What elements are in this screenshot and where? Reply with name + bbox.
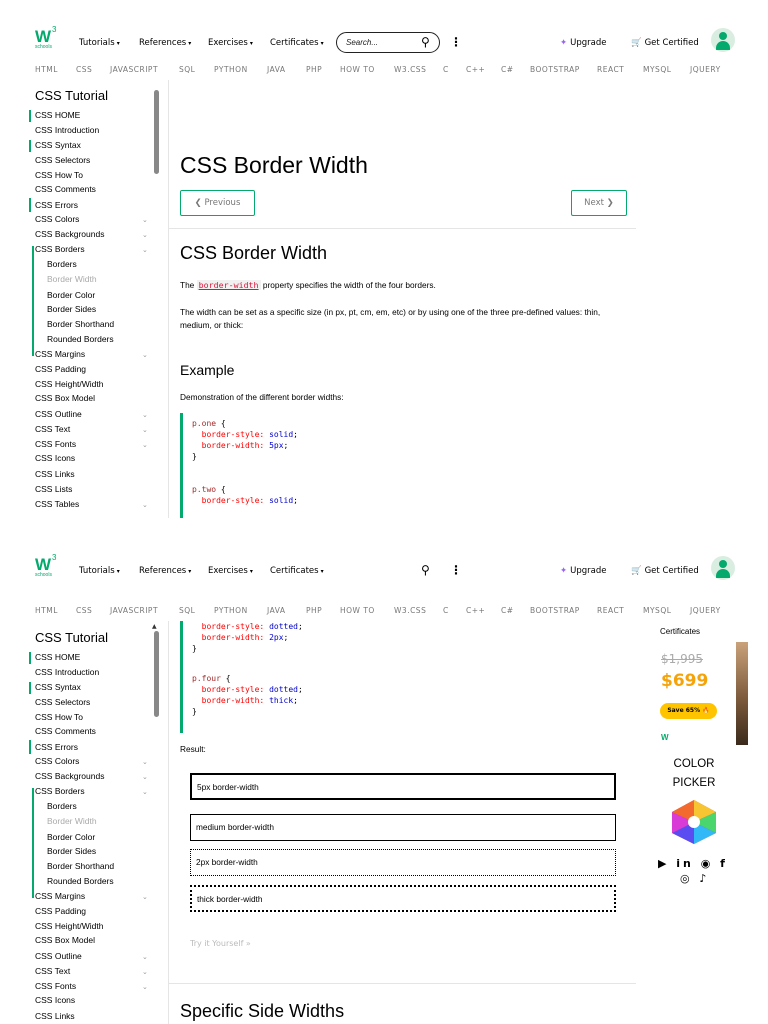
sidebar-item-rounded-borders[interactable]: Rounded Borders — [47, 334, 114, 344]
chevron-down-icon[interactable]: ⌄ — [142, 426, 148, 434]
previous-button[interactable]: ❮ Previous — [180, 190, 255, 216]
sidebar-item-css-backgrounds[interactable]: CSS Backgrounds — [35, 229, 105, 239]
demo-5px-border: 5px border-width — [190, 773, 616, 800]
sidebar-item-border-width[interactable]: Border Width — [47, 816, 97, 826]
chevron-down-icon[interactable]: ⌄ — [142, 216, 148, 224]
get-certified-link[interactable]: 🛒 Get Certified — [631, 566, 699, 576]
sidebar-item-css-tables[interactable]: CSS Tables — [35, 499, 80, 509]
lang-html[interactable]: HTML — [35, 606, 58, 615]
sidebar-item-css-colors[interactable]: CSS Colors — [35, 214, 80, 224]
sidebar-item-css-links[interactable]: CSS Links — [35, 469, 75, 479]
lang-jquery[interactable]: JQUERY — [690, 606, 721, 615]
sidebar — [0, 621, 168, 1024]
color-picker-label-2[interactable]: PICKER — [672, 777, 716, 789]
sidebar-item-css-selectors[interactable]: CSS Selectors — [35, 155, 91, 165]
lang-react[interactable]: REACT — [597, 65, 625, 74]
ad-photo — [736, 642, 748, 745]
demo-thick-border: thick border-width — [190, 885, 616, 912]
sidebar-accent-line — [32, 788, 34, 898]
menu-certificates[interactable]: Certificates ▾ — [270, 38, 324, 48]
sidebar-item-borders[interactable]: Borders — [47, 801, 77, 811]
w3schools-logo[interactable]: W 3 schools — [35, 25, 57, 50]
top-navbar — [0, 543, 768, 588]
chevron-down-icon[interactable]: ⌄ — [142, 231, 148, 239]
upgrade-link[interactable]: ✦ Upgrade — [560, 38, 607, 48]
sidebar-item-css-selectors[interactable]: CSS Selectors — [35, 697, 91, 707]
get-certified-link[interactable]: 🛒 Get Certified — [631, 38, 699, 48]
sidebar-accent-line — [29, 140, 31, 152]
caret-down-icon: ▾ — [249, 568, 253, 575]
lang-csharp[interactable]: C# — [501, 65, 514, 74]
sidebar-item-rounded-borders[interactable]: Rounded Borders — [47, 876, 114, 886]
sidebar-item-css-introduction[interactable]: CSS Introduction — [35, 667, 100, 677]
chevron-down-icon[interactable]: ⌄ — [142, 501, 148, 509]
sidebar-item-css-icons[interactable]: CSS Icons — [35, 453, 76, 463]
menu-tutorials[interactable]: Tutorials ▾ — [79, 38, 120, 48]
chevron-down-icon[interactable]: ⌄ — [142, 246, 148, 254]
sidebar-item-border-shorthand[interactable]: Border Shorthand — [47, 861, 115, 871]
w3schools-logo[interactable]: W 3 schools — [35, 553, 57, 578]
sidebar-item-css-height-width[interactable]: CSS Height/Width — [35, 921, 104, 931]
sidebar-item-css-outline[interactable]: CSS Outline — [35, 409, 82, 419]
sidebar-item-css-fonts[interactable]: CSS Fonts — [35, 981, 77, 991]
code-example: border-style: dotted; border-width: 2px; } p.four { border-style: dotted; border-width: thick; } — [180, 621, 625, 733]
sidebar-scrollbar[interactable] — [154, 631, 159, 717]
sidebar-accent-line — [29, 682, 31, 694]
sidebar-item-css-colors[interactable]: CSS Colors — [35, 756, 80, 766]
caret-down-icon: ▾ — [320, 568, 324, 575]
sidebar-item-css-fonts[interactable]: CSS Fonts — [35, 439, 77, 449]
chevron-down-icon[interactable]: ⌄ — [142, 983, 148, 991]
sidebar-item-css-howto[interactable]: CSS How To — [35, 712, 84, 722]
lang-mysql[interactable]: MYSQL — [643, 65, 672, 74]
sidebar-item-css-syntax[interactable]: CSS Syntax — [35, 140, 81, 150]
menu-certificates[interactable]: Certificates ▾ — [270, 566, 324, 576]
chevron-down-icon[interactable]: ⌄ — [142, 968, 148, 976]
upgrade-link[interactable]: ✦ Upgrade — [560, 566, 607, 576]
social-icons-row-1[interactable]: ▶ in ◉ f — [658, 857, 728, 870]
sidebar-item-css-margins[interactable]: CSS Margins — [35, 891, 86, 901]
lang-php[interactable]: PHP — [306, 65, 323, 74]
chevron-down-icon[interactable]: ⌄ — [142, 773, 148, 781]
chevron-down-icon[interactable]: ⌄ — [142, 953, 148, 961]
sidebar-item-css-home[interactable]: CSS HOME — [35, 110, 81, 120]
example-description: Demonstration of the different border widths: — [180, 392, 344, 402]
intro-paragraph-2: The width can be set as a specific size (in px, pt, cm, em, etc) or by using one of the three pre-defined values: thin, medium, or thick: — [180, 307, 601, 330]
lang-cpp[interactable]: C++ — [466, 606, 486, 615]
lang-howto[interactable]: HOW TO — [340, 606, 375, 615]
social-icons-row-2[interactable]: ◎ ♪ — [680, 872, 710, 885]
scroll-up-arrow-icon[interactable]: ▲ — [152, 623, 157, 630]
right-sidebar — [644, 621, 768, 1024]
menu-exercises[interactable]: Exercises ▾ — [208, 38, 253, 48]
try-it-yourself-button[interactable]: Try it Yourself » — [190, 939, 251, 948]
sidebar-item-css-height-width[interactable]: CSS Height/Width — [35, 379, 104, 389]
sidebar-item-css-errors[interactable]: CSS Errors — [35, 200, 78, 210]
page-title: CSS Border Width — [180, 152, 368, 178]
intro-paragraph: The border-width property specifies the width of the four borders. — [180, 280, 436, 290]
lang-c[interactable]: C — [443, 65, 449, 74]
more-options-icon[interactable]: ⋮ — [450, 35, 462, 49]
lang-csharp[interactable]: C# — [501, 606, 514, 615]
sidebar-item-css-text[interactable]: CSS Text — [35, 966, 71, 976]
menu-references[interactable]: References ▾ — [139, 38, 192, 48]
language-bar — [0, 60, 768, 80]
lang-html[interactable]: HTML — [35, 65, 58, 74]
sparkle-icon: ✦ — [560, 38, 568, 48]
ad-old-price: $1,995 — [661, 652, 703, 666]
lang-javascript[interactable]: JAVASCRIPT — [110, 65, 159, 74]
color-picker-label-1[interactable]: COLOR — [673, 758, 715, 770]
chevron-down-icon[interactable]: ⌄ — [142, 441, 148, 449]
demo-medium-border: medium border-width — [190, 814, 616, 841]
sidebar-item-css-box-model[interactable]: CSS Box Model — [35, 393, 95, 403]
sidebar-accent-line — [29, 740, 31, 754]
sidebar-item-css-introduction[interactable]: CSS Introduction — [35, 125, 100, 135]
lang-bootstrap[interactable]: BOOTSTRAP — [530, 606, 580, 615]
user-avatar[interactable] — [711, 556, 735, 580]
sidebar-item-border-color[interactable]: Border Color — [47, 832, 96, 842]
sidebar-item-borders[interactable]: Borders — [47, 259, 77, 269]
user-avatar[interactable] — [711, 28, 735, 52]
search-input[interactable] — [346, 36, 416, 49]
sidebar-item-css-padding[interactable]: CSS Padding — [35, 906, 87, 916]
chevron-down-icon[interactable]: ⌄ — [142, 788, 148, 796]
caret-down-icon: ▾ — [249, 40, 253, 47]
ad-new-price: $699 — [661, 671, 709, 691]
sidebar-item-border-sides[interactable]: Border Sides — [47, 846, 97, 856]
sidebar-item-css-padding[interactable]: CSS Padding — [35, 364, 87, 374]
lang-php[interactable]: PHP — [306, 606, 323, 615]
sidebar-item-css-borders[interactable]: CSS Borders — [35, 786, 85, 796]
menu-tutorials[interactable]: Tutorials ▾ — [79, 566, 120, 576]
sidebar-item-border-color[interactable]: Border Color — [47, 290, 96, 300]
sidebar-title: CSS Tutorial — [35, 88, 108, 103]
sidebar-item-css-box-model[interactable]: CSS Box Model — [35, 935, 95, 945]
border-width-link[interactable]: border-width — [198, 280, 259, 290]
next-button[interactable]: Next ❯ — [571, 190, 627, 216]
sidebar — [0, 80, 168, 518]
lang-java[interactable]: JAVA — [267, 65, 286, 74]
lang-mysql[interactable]: MYSQL — [643, 606, 672, 615]
chevron-down-icon[interactable]: ⌄ — [142, 893, 148, 901]
menu-references[interactable]: References ▾ — [139, 566, 192, 576]
sparkle-icon: ✦ — [560, 566, 568, 576]
color-picker-icon[interactable] — [669, 799, 719, 845]
sidebar-item-css-margins[interactable]: CSS Margins — [35, 349, 86, 359]
lang-w3css[interactable]: W3.CSS — [394, 606, 427, 615]
lang-python[interactable]: PYTHON — [214, 65, 248, 74]
caret-down-icon: ▾ — [116, 568, 120, 575]
lang-c[interactable]: C — [443, 606, 449, 615]
sidebar-item-css-home[interactable]: CSS HOME — [35, 652, 81, 662]
lang-cpp[interactable]: C++ — [466, 65, 486, 74]
sidebar-item-css-lists[interactable]: CSS Lists — [35, 484, 73, 494]
caret-down-icon: ▾ — [116, 40, 120, 47]
sidebar-scrollbar[interactable] — [154, 90, 159, 174]
menu-exercises[interactable]: Exercises ▾ — [208, 566, 253, 576]
caret-down-icon: ▾ — [320, 40, 324, 47]
main-content — [169, 80, 644, 518]
chevron-down-icon[interactable]: ⌄ — [142, 758, 148, 766]
sidebar-item-css-outline[interactable]: CSS Outline — [35, 951, 82, 961]
sidebar-accent-line — [29, 110, 31, 122]
top-navbar — [0, 0, 768, 60]
cart-icon: 🛒 — [631, 38, 642, 48]
more-options-icon[interactable]: ⋮ — [450, 563, 462, 577]
sidebar-item-css-howto[interactable]: CSS How To — [35, 170, 84, 180]
example-heading: Example — [180, 362, 235, 378]
sidebar-item-css-backgrounds[interactable]: CSS Backgrounds — [35, 771, 105, 781]
main-content — [169, 621, 644, 1024]
sidebar-accent-line — [32, 246, 34, 356]
sidebar-item-css-borders[interactable]: CSS Borders — [35, 244, 85, 254]
sidebar-accent-line — [29, 652, 31, 664]
next-section-heading: Specific Side Widths — [180, 1001, 345, 1021]
sidebar-item-css-text[interactable]: CSS Text — [35, 424, 71, 434]
result-label: Result: — [180, 744, 206, 754]
search-icon[interactable]: ⚲ — [421, 35, 430, 49]
certificate-ad[interactable] — [650, 621, 742, 745]
code-example: p.one { border-style: solid; border-width: 5px; } p.two { border-style: solid; — [180, 413, 625, 518]
language-bar — [0, 601, 768, 621]
sidebar-item-border-shorthand[interactable]: Border Shorthand — [47, 319, 115, 329]
w3schools-mini-logo: W — [661, 733, 669, 742]
sidebar-item-css-comments[interactable]: CSS Comments — [35, 184, 96, 194]
lang-css[interactable]: CSS — [76, 606, 93, 615]
lang-javascript[interactable]: JAVASCRIPT — [110, 606, 159, 615]
caret-down-icon: ▾ — [188, 568, 192, 575]
sidebar-accent-line — [29, 198, 31, 212]
sidebar-item-border-width[interactable]: Border Width — [47, 274, 97, 284]
lang-jquery[interactable]: JQUERY — [690, 65, 721, 74]
sidebar-item-css-icons[interactable]: CSS Icons — [35, 995, 76, 1005]
sidebar-title: CSS Tutorial — [35, 630, 108, 645]
lang-python[interactable]: PYTHON — [214, 606, 248, 615]
chevron-down-icon[interactable]: ⌄ — [142, 351, 148, 359]
sidebar-item-css-comments[interactable]: CSS Comments — [35, 726, 96, 736]
lang-sql[interactable]: SQL — [179, 606, 196, 615]
section-heading: CSS Border Width — [180, 243, 328, 263]
lang-css[interactable]: CSS — [76, 65, 93, 74]
lang-bootstrap[interactable]: BOOTSTRAP — [530, 65, 580, 74]
caret-down-icon: ▾ — [188, 40, 192, 47]
chevron-down-icon[interactable]: ⌄ — [142, 411, 148, 419]
sidebar-item-css-syntax[interactable]: CSS Syntax — [35, 682, 81, 692]
lang-w3css[interactable]: W3.CSS — [394, 65, 427, 74]
ad-certificates-label: Certificates — [660, 627, 701, 636]
lang-java[interactable]: JAVA — [267, 606, 286, 615]
sidebar-item-css-errors[interactable]: CSS Errors — [35, 742, 78, 752]
lang-react[interactable]: REACT — [597, 606, 625, 615]
ad-save-badge[interactable]: Save 65% 🔥 — [660, 703, 717, 719]
viewport-scrolled — [0, 543, 768, 1024]
lang-howto[interactable]: HOW TO — [340, 65, 375, 74]
sidebar-item-css-links[interactable]: CSS Links — [35, 1011, 75, 1021]
sidebar-item-border-sides[interactable]: Border Sides — [47, 304, 97, 314]
lang-sql[interactable]: SQL — [179, 65, 196, 74]
cart-icon: 🛒 — [631, 566, 642, 576]
demo-2px-border: 2px border-width — [190, 849, 616, 876]
search-icon[interactable]: ⚲ — [421, 563, 430, 577]
